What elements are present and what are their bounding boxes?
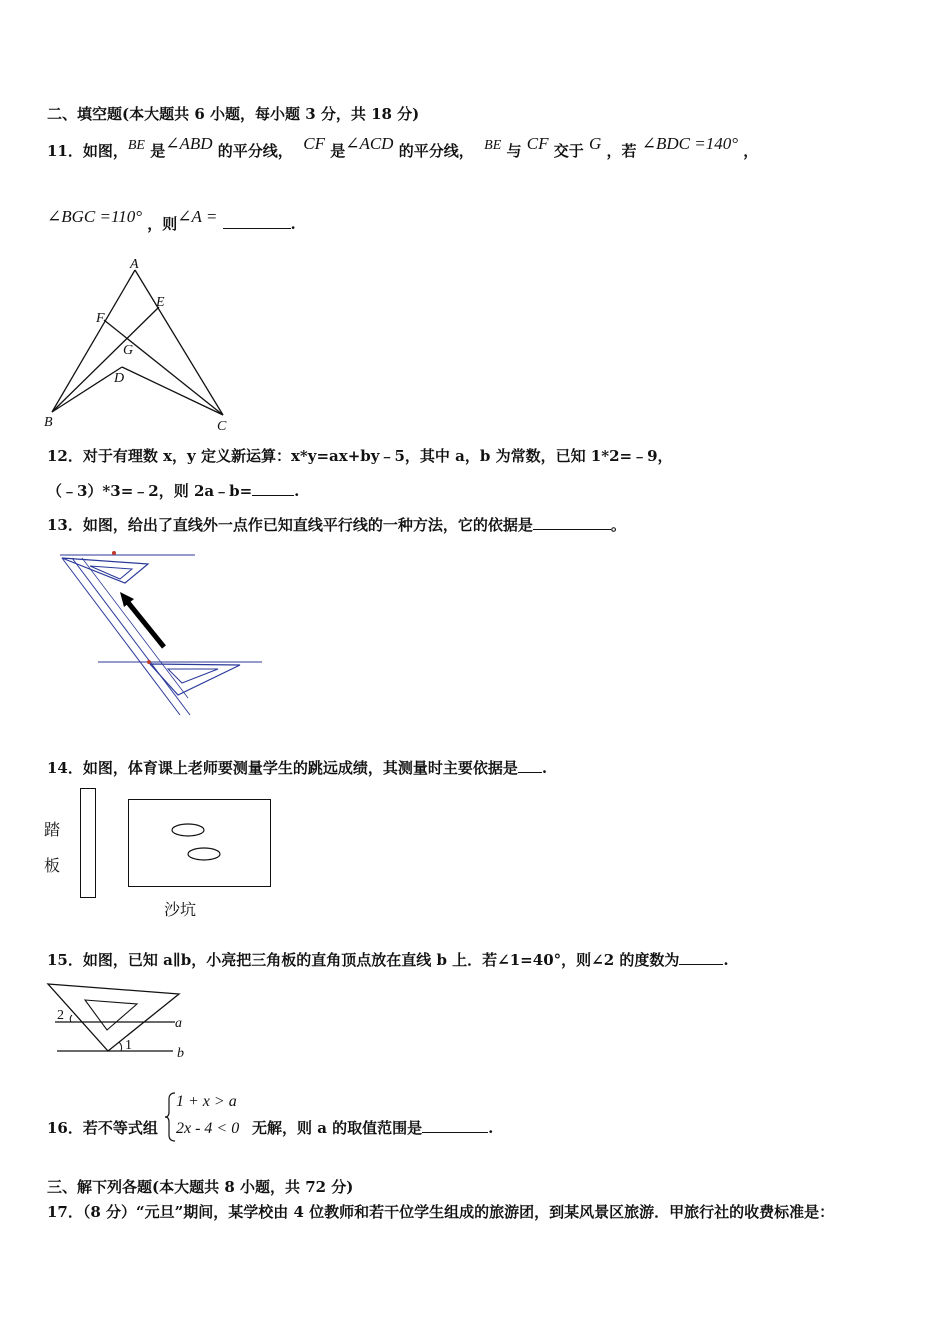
question-13 (47, 514, 626, 535)
q16-period: . (488, 1119, 494, 1137)
figure-13-set-square-parallel (50, 545, 270, 725)
q11-text-shi-2: 是 (330, 142, 346, 160)
figure-15-parallel-lines-set-square (45, 978, 205, 1068)
label-line-b: b (177, 1046, 184, 1061)
q14-answer-blank[interactable] (518, 758, 542, 773)
segment-ab (52, 270, 135, 412)
q11-comma: ， (743, 142, 759, 160)
q13-text: 13．如图，给出了直线外一点作已知直线平行线的一种方法，它的依据是 (47, 516, 533, 534)
inequality-1: 1 + x > a (176, 1093, 237, 1110)
point-marker-bottom (147, 660, 151, 664)
footprints (128, 799, 271, 887)
question-16-suffix (252, 1117, 493, 1138)
q11-text-if: ，若 (606, 142, 637, 160)
q11-answer-blank[interactable] (223, 214, 291, 229)
q11-text-yu: 与 (506, 142, 522, 160)
section-2-heading: 二、填空题(本大题共 6 小题，每小题 3 分，共 18 分) (47, 105, 420, 123)
q11-text-shi: 是 (150, 142, 166, 160)
q11-be: BE (127, 138, 145, 153)
q13-answer-blank[interactable] (533, 515, 611, 530)
footprint-2 (188, 848, 220, 860)
q11-text-bisector: 的平分线， (217, 142, 293, 160)
q15-period: . (723, 951, 729, 969)
label-angle-1: 1 (125, 1038, 132, 1053)
inequality-2: 2x - 4 < 0 (176, 1120, 240, 1137)
q14-text: 14．如图，体育课上老师要测量学生的跳远成绩，其测量时主要依据是 (47, 759, 518, 777)
q12-text: （﹣3）*3=﹣2，则 2a﹣b= (47, 482, 253, 500)
q11-text-then: ，则 (147, 215, 178, 233)
point-marker-top (112, 551, 116, 555)
question-17: 17．（8 分）“元旦”期间，某学校由 4 位教师和若干位学生组成的旅游团，到某风景区旅游．甲旅行社的收费标准是： (47, 1203, 835, 1221)
q11-angle-bgc: ∠BGC =110° (47, 207, 143, 226)
q11-angle-acd: ∠ACD (345, 134, 394, 153)
set-square-outer (48, 984, 179, 1051)
question-11-line-2 (47, 207, 296, 234)
label-d: D (114, 371, 125, 386)
q11-number: 11．如图， (47, 142, 128, 160)
label-e: E (156, 295, 165, 310)
section-3-heading: 三、解下列各题(本大题共 8 小题，共 72 分) (47, 1178, 354, 1196)
segment-ac (135, 270, 223, 415)
q11-angle-a: ∠A = (177, 207, 218, 226)
q14-period: . (541, 759, 548, 777)
q11-angle-abd: ∠ABD (165, 134, 213, 153)
q11-period: . (290, 215, 296, 233)
figure-11-triangle-diagram (40, 255, 240, 435)
slide-guide-2 (72, 558, 190, 715)
segment-be (52, 307, 159, 412)
q11-text-bisector-2: 的平分线， (398, 142, 474, 160)
slide-guide-3 (82, 558, 188, 698)
question-15 (47, 949, 729, 970)
q11-cf: CF (303, 134, 325, 153)
q12-answer-blank[interactable] (252, 481, 294, 496)
angle-2-arc (70, 1015, 72, 1022)
question-12-line-1: 12．对于有理数 x，y 定义新运算：x*y=ax+by﹣5，其中 a，b 为常数，已知 1*2=﹣9， (47, 447, 673, 465)
question-11-line-1 (47, 134, 759, 161)
label-b: B (44, 415, 53, 430)
figure-14-long-jump (40, 785, 280, 925)
question-12-line-2 (47, 480, 299, 501)
question-16-prefix: 16．若不等式组 (47, 1119, 158, 1137)
question-14 (47, 757, 547, 778)
q16-answer-blank[interactable] (422, 1118, 488, 1133)
segment-bd (52, 367, 125, 412)
q11-cf-2: CF (526, 134, 549, 153)
board-char-2: 板 (44, 856, 61, 875)
q15-answer-blank[interactable] (679, 950, 723, 965)
q16-text: 无解，则 a 的取值范围是 (252, 1119, 423, 1137)
label-line-a: a (175, 1016, 182, 1031)
q11-angle-bdc: ∠BDC =140° (641, 134, 739, 153)
inequality-brace (163, 1091, 177, 1143)
q12-period: . (294, 482, 300, 500)
label-g: G (123, 343, 134, 358)
label-c: C (217, 419, 227, 434)
q11-be-2: BE (484, 138, 502, 153)
q15-text: 15．如图，已知 a∥b，小亮把三角板的直角顶点放在直线 b 上．若∠1=40°，则∠2 的度数为 (47, 951, 680, 969)
q11-g: G (588, 134, 602, 153)
label-angle-2: 2 (57, 1008, 64, 1023)
label-f: F (96, 311, 105, 326)
q13-period: 。 (610, 516, 626, 534)
footprint-1 (172, 824, 204, 836)
label-a: A (130, 257, 139, 272)
sand-pit-label: 沙坑 (164, 900, 197, 919)
q11-text-intersect: 交于 (553, 142, 584, 160)
takeoff-board (80, 788, 96, 898)
board-char-1: 踏 (44, 820, 61, 839)
angle-1-arc (119, 1042, 122, 1051)
set-square-inner (85, 1000, 137, 1030)
